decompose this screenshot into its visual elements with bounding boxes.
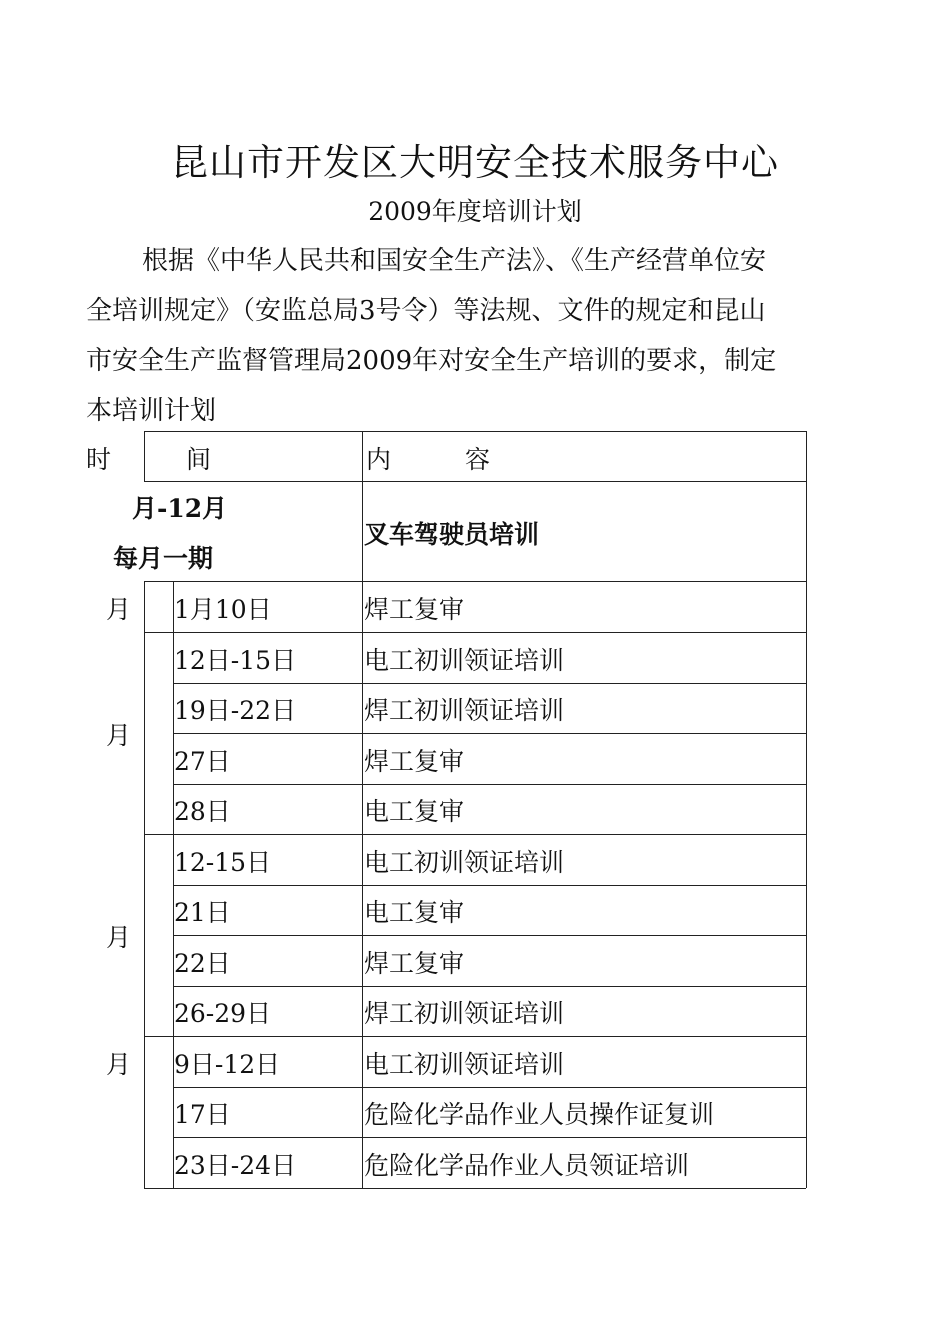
row-date: 1月10日 <box>174 595 272 624</box>
row-date: 9日-12日 <box>174 1050 281 1079</box>
table-rule <box>144 581 145 1188</box>
document-title: 昆山市开发区大明安全技术服务中心 <box>171 141 779 184</box>
table-rule <box>144 431 145 481</box>
table-rule <box>144 1036 806 1037</box>
table-rule <box>173 986 806 987</box>
row-date: 23日-24日 <box>174 1151 297 1180</box>
header-time-char1: 时 <box>86 445 112 474</box>
row-date: 28日 <box>174 797 231 826</box>
intro-line-2: 全培训规定》（安监总局3号令）等法规、文件的规定和昆山 <box>86 296 766 326</box>
row-content: 电工初训领证培训 <box>364 646 565 675</box>
intro-line-1: 根据《中华人民共和国安全生产法》、《生产经营单位安 <box>142 246 767 276</box>
table-rule <box>173 935 806 936</box>
forklift-time-line2: 每月一期 <box>113 544 214 573</box>
row-date: 12-15日 <box>174 848 272 877</box>
table-rule <box>173 581 174 1188</box>
row-content: 焊工复审 <box>364 595 465 624</box>
table-rule <box>173 733 806 734</box>
table-rule <box>173 885 806 886</box>
table-rule <box>173 784 806 785</box>
table-rule <box>144 1188 806 1189</box>
intro-line-4: 本培训计划 <box>86 396 217 426</box>
row-content: 危险化学品作业人员领证培训 <box>364 1151 690 1180</box>
document-subtitle: 2009年度培训计划 <box>368 197 582 226</box>
month-label: 月 <box>106 721 132 750</box>
header-content-char2: 容 <box>465 445 491 474</box>
forklift-content: 叉车驾驶员培训 <box>364 520 540 549</box>
table-rule <box>806 431 807 1188</box>
header-content-char1: 内 <box>366 445 392 474</box>
intro-line-3: 市安全生产监督管理局2009年对安全生产培训的要求，制定 <box>86 346 777 376</box>
row-content: 危险化学品作业人员操作证复训 <box>364 1100 715 1129</box>
row-date: 17日 <box>174 1100 231 1129</box>
header-time-char2: 间 <box>186 445 212 474</box>
row-date: 27日 <box>174 747 231 776</box>
table-rule <box>144 834 806 835</box>
month-label: 月 <box>106 1050 132 1079</box>
table-rule <box>173 1087 806 1088</box>
row-content: 焊工复审 <box>364 949 465 978</box>
row-content: 电工初训领证培训 <box>364 1050 565 1079</box>
row-content: 电工复审 <box>364 797 465 826</box>
row-date: 19日-22日 <box>174 696 297 725</box>
table-rule <box>173 683 806 684</box>
month-label: 月 <box>106 923 132 952</box>
table-rule <box>144 431 806 432</box>
row-date: 22日 <box>174 949 231 978</box>
table-rule <box>144 632 806 633</box>
row-content: 焊工初训领证培训 <box>364 696 565 725</box>
row-date: 26-29日 <box>174 999 272 1028</box>
row-content: 焊工初训领证培训 <box>364 999 565 1028</box>
forklift-time-line1: 月-12月 <box>132 494 228 523</box>
row-content: 焊工复审 <box>364 747 465 776</box>
row-content: 电工复审 <box>364 898 465 927</box>
table-rule <box>144 481 806 482</box>
row-date: 21日 <box>174 898 231 927</box>
row-content: 电工初训领证培训 <box>364 848 565 877</box>
intro-paragraph <box>86 236 866 436</box>
month-label: 月 <box>106 595 132 624</box>
table-rule <box>362 431 363 1188</box>
table-rule <box>144 581 806 582</box>
table-rule <box>173 1137 806 1138</box>
row-date: 12日-15日 <box>174 646 297 675</box>
